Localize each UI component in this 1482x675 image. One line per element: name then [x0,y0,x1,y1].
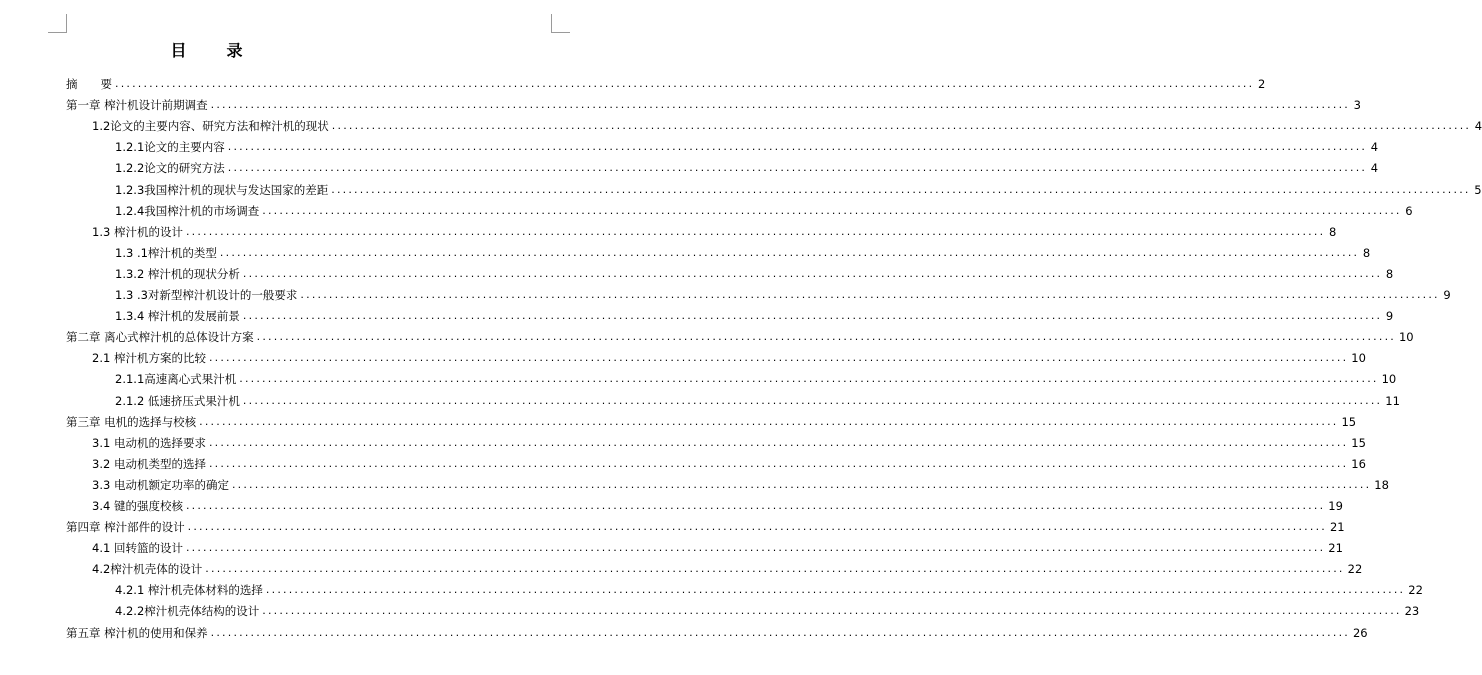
toc-entry-page-number: 16 [1351,456,1366,471]
toc-entry[interactable] [66,534,1343,556]
toc-dot-leader: ........................................................................................................................................................................................................ [242,393,1383,407]
toc-entry-page-number: 15 [1351,435,1366,450]
toc-entry[interactable] [66,618,1368,640]
toc-entry-page-number: 22 [1347,562,1363,577]
toc-entry-label: 2.1.2 低速挤压式果汁机 [115,393,240,408]
toc-dot-leader: ........................................................................................................................................................................................................ [262,604,1402,618]
toc-entry[interactable] [66,471,1389,492]
toc-entry-page-number: 21 [1328,541,1343,556]
toc-entry-label: 1.2.1论文的主要内容 [115,140,225,155]
toc-entry-label: 1.2.2论文的研究方法 [115,161,225,176]
toc-entry-label: 2.1.1高速离心式果汁机 [115,372,237,387]
toc-entry-label: 1.3 .3对新型榨汁机设计的一般要求 [115,288,298,303]
toc-dot-leader: ........................................................................................................................................................................................................ [210,625,1350,639]
toc-entry-label: 2.1 榨汁机方案的比较 [92,351,206,366]
toc-dot-leader: ........................................................................................................................................................................................................ [185,541,1326,555]
toc-dot-leader: ........................................................................................................................................................................................................ [231,477,1372,491]
toc-entry[interactable] [66,197,1413,218]
toc-entry[interactable] [66,133,1379,155]
toc-entry-page-number: 10 [1351,351,1366,366]
toc-dot-leader: ........................................................................................................................................................................................................ [265,583,1406,597]
toc-entry-label: 第五章 榨汁机的使用和保养 [66,625,208,640]
toc-entry-label: 第四章 榨汁部件的设计 [66,520,185,535]
toc-entry[interactable] [66,239,1371,260]
toc-entry[interactable] [66,386,1400,408]
toc-entry-label: 1.2.4我国榨汁机的市场调查 [115,203,260,218]
toc-dot-leader: ........................................................................................................................................................................................................ [239,372,1379,386]
toc-entry-label: 1.2论文的主要内容、研究方法和榨汁机的现状 [92,119,329,134]
toc-entry[interactable] [66,513,1345,535]
toc-entry[interactable] [66,408,1357,429]
toc-entry-page-number: 21 [1329,520,1345,535]
toc-entry[interactable] [66,576,1423,598]
toc-entry-label: 第二章 离心式榨汁机的总体设计方案 [66,330,254,345]
toc-entry-label: 4.2.2榨汁机壳体结构的设计 [115,604,260,619]
toc-entry-page-number: 11 [1385,393,1400,408]
toc-dot-leader: ........................................................................................................................................................................................................ [262,203,1402,217]
toc-dot-leader: ........................................................................................................................................................................................................ [256,330,1396,344]
toc-entry-label: 摘 要 [66,77,112,92]
toc-entry-page-number: 23 [1404,604,1420,619]
toc-entry-label: 3.4 键的强度校核 [92,498,183,513]
toc-entry-label: 第三章 电机的选择与校核 [66,414,197,429]
toc-entry-page-number: 4 [1370,140,1379,155]
toc-entry-page-number: 8 [1328,224,1337,239]
toc-entry-page-number: 8 [1385,266,1394,281]
toc-entry-page-number: 10 [1381,372,1397,387]
toc-dot-leader: ........................................................................................................................................................................................................ [227,140,1368,154]
toc-entry-page-number: 9 [1385,309,1394,324]
toc-entry[interactable] [66,429,1366,450]
toc-dot-leader: ........................................................................................................................................................................................................ [208,351,1349,365]
toc-entry-label: 1.3 .1榨汁机的类型 [115,245,217,260]
toc-entry[interactable] [66,492,1343,513]
toc-dot-leader: ........................................................................................................................................................................................................ [331,119,1472,133]
toc-entry[interactable] [66,281,1451,303]
toc-dot-leader: ........................................................................................................................................................................................................ [242,309,1383,323]
toc-entry-page-number: 2 [1258,77,1266,92]
toc-entry-page-number: 4 [1370,161,1379,176]
toc-entry-label: 1.2.3我国榨汁机的现状与发达国家的差距 [115,182,329,197]
toc-entry-page-number: 22 [1408,583,1423,598]
toc-entry[interactable] [66,154,1379,176]
toc-entry-label: 3.3 电动机额定功率的确定 [92,477,229,492]
toc-entry-page-number: 4 [1474,119,1482,134]
toc-entry[interactable] [66,597,1420,619]
toc-entry-page-number: 19 [1328,498,1343,513]
toc-entry-page-number: 3 [1353,98,1361,113]
toc-entry-label: 1.3 榨汁机的设计 [92,224,183,239]
toc-dot-leader: ........................................................................................................................................................................................................ [208,435,1349,449]
toc-dot-leader: ........................................................................................................................................................................................................ [187,520,1327,534]
toc-entry[interactable] [66,112,1482,134]
toc-dot-leader: ........................................................................................................................................................................................................ [185,224,1326,238]
toc-entry-page-number: 26 [1352,625,1368,640]
toc-entry[interactable] [66,344,1366,366]
toc-entry[interactable] [66,323,1414,345]
toc-dot-leader: ........................................................................................................................................................................................................ [205,562,1345,576]
toc-entry[interactable] [66,365,1397,387]
toc-entry-page-number: 18 [1374,477,1389,492]
toc-dot-leader: ........................................................................................................................................................................................................ [208,456,1349,470]
toc-entry[interactable] [66,175,1482,197]
toc-title: 目 录 [170,41,255,60]
toc-entry-page-number: 8 [1362,245,1371,260]
toc-dot-leader: ........................................................................................................................................................................................................ [242,266,1383,280]
toc-entry-page-number: 5 [1474,182,1482,197]
table-of-contents [66,70,1482,640]
toc-entry[interactable] [66,218,1337,239]
toc-dot-leader: ........................................................................................................................................................................................................ [227,161,1368,175]
toc-entry-label: 4.2榨汁机壳体的设计 [92,562,203,577]
toc-dot-leader: ........................................................................................................................................................................................................ [185,498,1326,512]
toc-entry-label: 1.3.2 榨汁机的现状分析 [115,266,240,281]
toc-entry-label: 4.1 回转篮的设计 [92,541,183,556]
toc-dot-leader: ........................................................................................................................................................................................................ [115,77,1255,91]
toc-dot-leader: ........................................................................................................................................................................................................ [219,245,1360,259]
toc-entry-label: 3.2 电动机类型的选择 [92,456,206,471]
toc-entry-page-number: 6 [1405,203,1413,218]
toc-entry[interactable] [66,260,1394,281]
toc-entry[interactable] [66,450,1366,471]
toc-entry-label: 3.1 电动机的选择要求 [92,435,206,450]
crop-mark-top-right [551,14,570,33]
toc-entry[interactable] [66,555,1363,577]
toc-entry-page-number: 10 [1398,330,1414,345]
toc-dot-leader: ........................................................................................................................................................................................................ [331,182,1471,196]
toc-dot-leader: ........................................................................................................................................................................................................ [199,414,1339,428]
toc-entry[interactable] [66,302,1394,324]
toc-entry[interactable] [66,91,1361,113]
toc-entry-page-number: 15 [1341,414,1357,429]
toc-dot-leader: ........................................................................................................................................................................................................ [210,98,1350,112]
toc-entry[interactable] [66,70,1266,92]
toc-entry-page-number: 9 [1443,288,1451,303]
toc-dot-leader: ........................................................................................................................................................................................................ [300,288,1440,302]
crop-mark-top-left [48,14,67,33]
toc-entry-label: 第一章 榨汁机设计前期调查 [66,98,208,113]
toc-entry-label: 1.3.4 榨汁机的发展前景 [115,309,240,324]
toc-entry-label: 4.2.1 榨汁机壳体材料的选择 [115,583,263,598]
